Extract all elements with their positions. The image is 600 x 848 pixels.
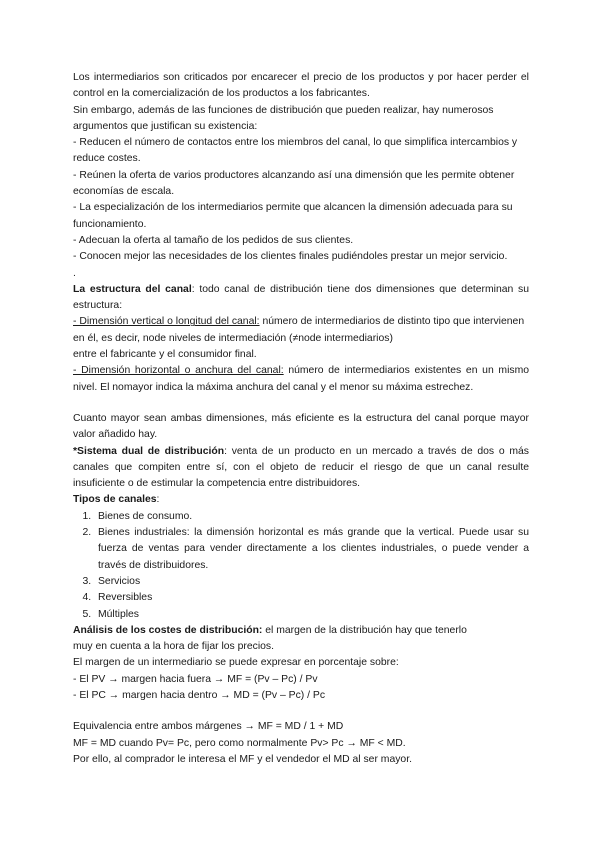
dimension-vertical-label: - Dimensión vertical o longitud del canal: xyxy=(73,316,260,328)
intro-paragraph: Los intermediarios son criticados por encarecer el precio de los productos y por hacer perder el control en la comercialización de los productos a los fabricantes. xyxy=(73,72,529,100)
formula-mf: - El PV → margen hacia fuera → MF = (Pv – Pc) / Pv xyxy=(73,673,318,685)
list-item: 1. Bienes de consumo. xyxy=(94,509,529,525)
analisis-paragraph xyxy=(73,623,529,639)
separator-dot: . xyxy=(73,267,76,279)
dimension-horizontal-label: - Dimensión horizontal o anchura del canal: xyxy=(73,365,284,377)
list-item: 4. Reversibles xyxy=(94,590,529,606)
argument-item: - Reúnen la oferta de varios productores alcanzando así una dimensión que les permite obtener economías de escala. xyxy=(73,169,515,198)
formula-md: - El PC → margen hacia dentro → MD = (Pv – Pc) / Pc xyxy=(73,689,326,701)
argument-item: - Conocen mejor las necesidades de los clientes finales pudiéndoles prestar un mejor servicio. xyxy=(73,251,508,263)
argument-item: - Adecuan la oferta al tamaño de los pedidos de sus clientes. xyxy=(73,234,354,246)
estructura-heading: La estructura del canal xyxy=(73,283,192,295)
dual-paragraph xyxy=(73,444,529,493)
dimension-horizontal-text: número de intermediarios existentes en un mismo nivel. El nomayor indica la máxima anchura del canal y el menor su máxima estrechez. xyxy=(73,365,530,393)
equivalencia-line3: Por ello, al comprador le interesa el MF y el vendedor el MD al ser mayor. xyxy=(73,753,412,765)
estructura-text: : todo canal de distribución tiene dos dimensiones que determinan su estructura: xyxy=(73,283,529,312)
list-item: 2. Bienes industriales: la dimensión horizontal es más grande que la vertical. Puede usar su fuerza de ventas para vender directamente a los clientes industriales, o puede vender a través de distribuidores. xyxy=(94,525,529,574)
document-page xyxy=(73,70,529,768)
dimension-vertical-paragraph xyxy=(73,314,529,347)
tipos-list xyxy=(73,509,529,623)
argument-item: - La especialización de los intermediarios permite que alcancen la dimensión adecuada para su funcionamiento. xyxy=(73,202,513,230)
dual-heading: *Sistema dual de distribución xyxy=(73,445,225,457)
equivalencia-line2: MF = MD cuando Pv= Pc, pero como normalmente Pv> Pc → MF < MD. xyxy=(73,737,406,749)
list-item: 5. Múltiples xyxy=(94,607,529,623)
analisis-line2: muy en cuenta a la hora de fijar los precios. xyxy=(73,641,274,653)
tipos-colon: : xyxy=(156,494,160,506)
equivalencia-line1: Equivalencia entre ambos márgenes → MF = MD / 1 + MD xyxy=(73,721,344,733)
dimension-vertical-text: número de intermediarios de distinto tipo que intervienen en él, es decir, node niveles de intermediación (≠node intermediarios) xyxy=(73,316,525,344)
tipos-heading: Tipos de canales xyxy=(73,494,157,506)
argument-item: - Reducen el número de contactos entre los miembros del canal, lo que simplifica intercambios y reduce costes. xyxy=(73,137,518,165)
dimension-vertical-line2: entre el fabricante y el consumidor final. xyxy=(73,349,257,361)
cuanto-paragraph: Cuanto mayor sean ambas dimensiones, más eficiente es la estructura del canal porque mayor valor añadido hay. xyxy=(73,412,529,441)
analisis-text: el margen de la distribución hay que tenerlo xyxy=(262,624,467,636)
tipos-heading-line xyxy=(73,492,529,508)
dual-text: : venta de un producto en un mercado a través de dos o más canales que compiten entre sí, con el objeto de reducir el riesgo de que un canal resulte insuficiente o de estimular la competencia entre distribuidores. xyxy=(73,445,529,490)
analisis-line3: El margen de un intermediario se puede expresar en porcentaje sobre: xyxy=(73,657,399,669)
dimension-horizontal-paragraph xyxy=(73,363,529,396)
estructura-paragraph xyxy=(73,282,529,315)
paragraph-gap xyxy=(73,396,529,411)
list-item: 3. Servicios xyxy=(94,574,529,590)
paragraph-gap xyxy=(73,704,529,719)
intro-paragraph-2: Sin embargo, además de las funciones de distribución que pueden realizar, hay numerosos argumentos que justifican su existencia: xyxy=(73,104,494,132)
analisis-heading: Análisis de los costes de distribución: xyxy=(73,624,263,636)
